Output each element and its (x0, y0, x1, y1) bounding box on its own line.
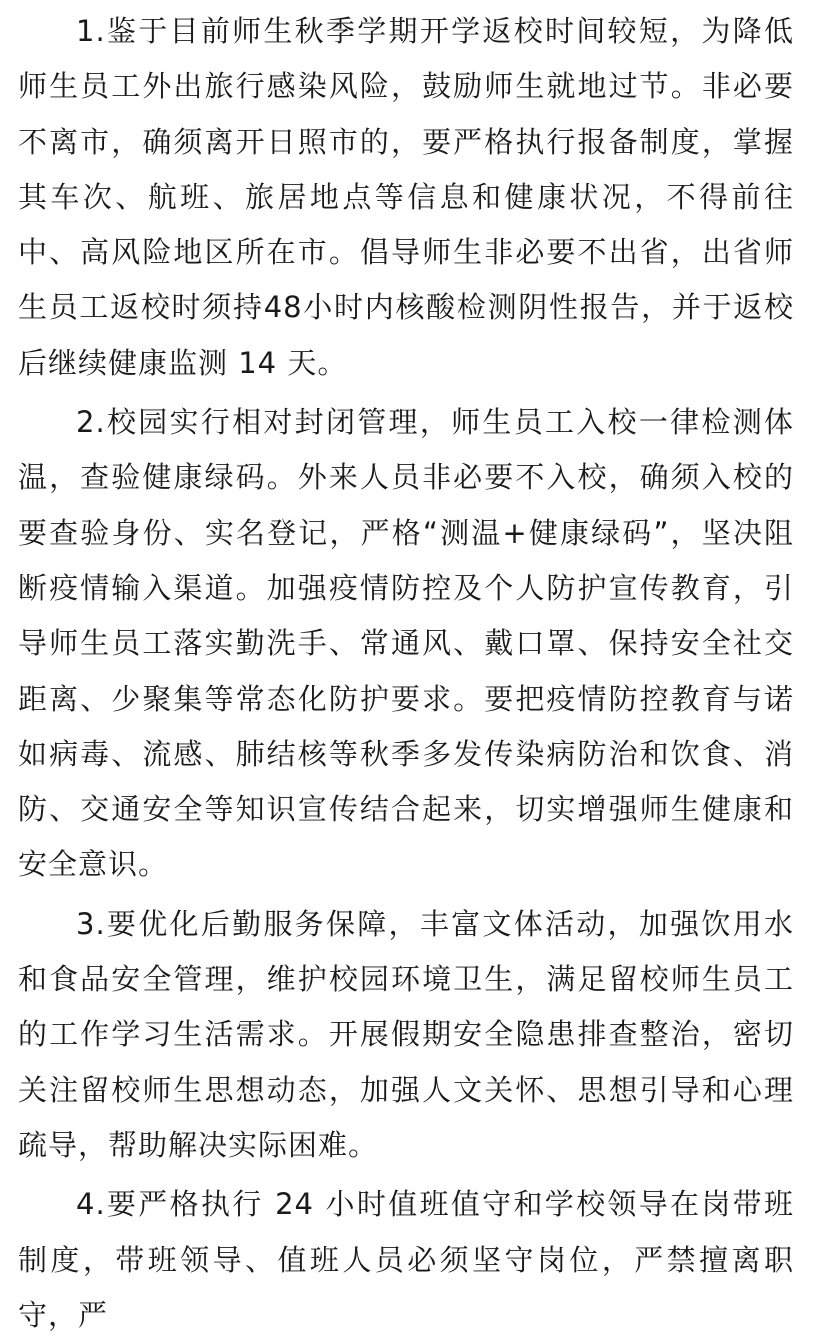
paragraph-1: 1.鉴于目前师生秋季学期开学返校时间较短，为降低师生员工外出旅行感染风险，鼓励师生就地过节。非必要不离市，确须离开日照市的，要严格执行报备制度，掌握其车次、航班、旅居地点等信息和健康状况，不得前往中、高风险地区所在市。倡导师生非必要不出省，出省师生员工返校时须持48小时内核酸检测阴性报告，并于返校后继续健康监测 14 天。 (18, 14, 794, 380)
paragraph-4: 4.要严格执行 24 小时值班值守和学校领导在岗带班制度，带班领导、值班人员必须坚守岗位，严禁擅离职守，严 (18, 1187, 794, 1332)
paragraph-2: 2.校园实行相对封闭管理，师生员工入校一律检测体温，查验健康绿码。外来人员非必要不入校，确须入校的要查验身份、实名登记，严格“测温+健康绿码”，坚决阻断疫情输入渠道。加强疫情防控及个人防护宣传教育，引导师生员工落实勤洗手、常通风、戴口罩、保持安全社交距离、少聚集等常态化防护要求。要把疫情防控教育与诺如病毒、流感、肺结核等秋季多发传染病防治和饮食、消防、交通安全等知识宣传结合起来，切实增强师生健康和安全意识。 (18, 405, 794, 882)
paragraph-3: 3.要优化后勤服务保障，丰富文体活动，加强饮用水和食品安全管理，维护校园环境卫生，满足留校师生员工的工作学习生活需求。开展假期安全隐患排查整治，密切关注留校师生思想动态，加强人文关怀、思想引导和心理疏导，帮助解决实际困难。 (18, 906, 794, 1162)
